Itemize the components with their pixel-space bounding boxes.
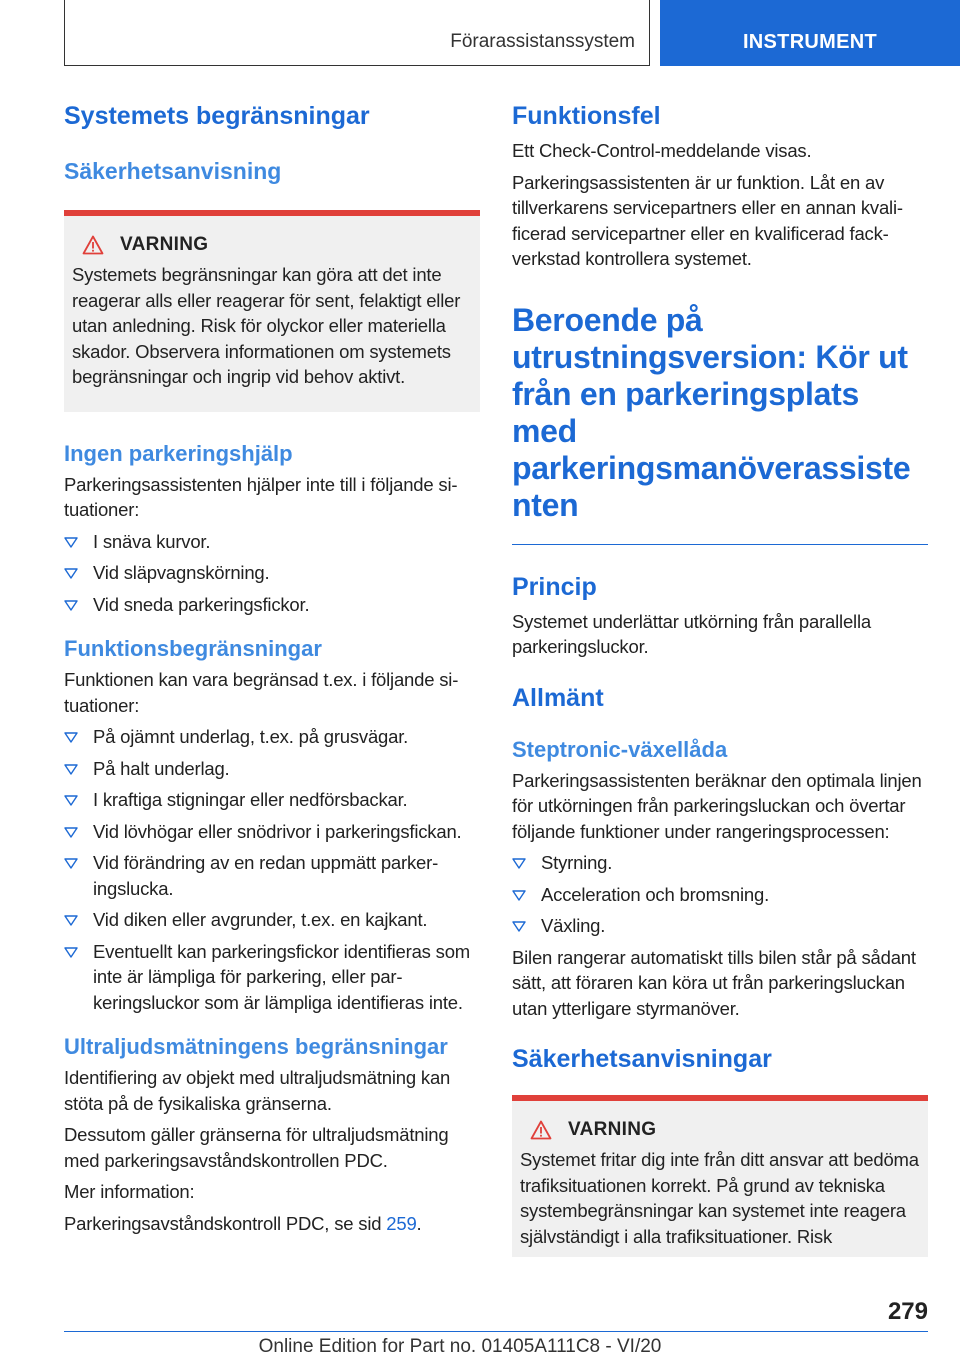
list-item: Acceleration och bromsning. bbox=[512, 882, 928, 908]
heading-general: Allmänt bbox=[512, 683, 604, 712]
steptronic-outro: Bilen rangerar automatiskt tills bilen står på sådant sätt, att föraren kan köra ut från parkeringsluckan utan ytterligare styrmanöver. bbox=[512, 946, 916, 1019]
bullet-triangle-icon bbox=[64, 568, 78, 579]
right-column bbox=[512, 100, 928, 1285]
header-chapter-title: INSTRUMENT bbox=[742, 31, 878, 53]
malfunction-text-2: Parkeringsassistenten är ur funktion. Låt en av tillverkarens servicepartners eller en annan kvalificerad servicepartner eller en kvalificerad fackverkstad kontrollera systemet. bbox=[512, 171, 904, 269]
list-item: Vid lövhögar eller snödrivor i parkeringsfickan. bbox=[64, 819, 480, 845]
heading-malfunction: Funktionsfel bbox=[512, 102, 661, 130]
list-item: På halt underlag. bbox=[64, 756, 480, 782]
bullet-triangle-icon bbox=[64, 858, 78, 869]
footer-divider bbox=[64, 1331, 928, 1332]
bullet-triangle-icon bbox=[64, 795, 78, 806]
bullet-triangle-icon bbox=[64, 827, 78, 838]
header-section-box bbox=[64, 0, 650, 66]
header-chapter-tab[interactable] bbox=[660, 0, 960, 66]
section-title-exit-parking: Beroende på utrustningsversion: Kör ut från en parkeringsplats med parkeringsmanöverassiste nten bbox=[512, 301, 911, 523]
steptronic-intro: Parkeringsassistenten beräknar den optimala linjen för utkörningen från parkeringsluckan och övertar följande funktioner under rangeringsprocessen: bbox=[512, 769, 922, 842]
list-item: Styrning. bbox=[512, 850, 928, 876]
heading-safety-note: Säkerhetsanvisning bbox=[64, 158, 282, 184]
list-item: Vid förändring av en redan uppmätt parkeringslucka. bbox=[64, 850, 480, 901]
warning-triangle-icon bbox=[82, 235, 104, 255]
list-item: Vid sneda parkeringsfickor. bbox=[64, 592, 480, 618]
warning-label: VARNING bbox=[120, 234, 209, 255]
list-item: I kraftiga stigningar eller nedförsbackar. bbox=[64, 787, 480, 813]
limits-intro: Funktionen kan vara begränsad t.ex. i följande situationer: bbox=[64, 669, 459, 716]
page-reference-link[interactable]: 259 bbox=[386, 1212, 417, 1234]
heading-steptronic: Steptronic-växellåda bbox=[512, 736, 728, 762]
principle-text: Systemet underlättar utkörning från parallella parkeringsluckor. bbox=[512, 610, 871, 657]
no-help-intro: Parkeringsassistenten hjälper inte till i följande situationer: bbox=[64, 473, 458, 520]
ultrasound-reference: Parkeringsavståndskontroll PDC, se sid 259. bbox=[64, 1212, 422, 1234]
warning-box bbox=[64, 210, 480, 412]
bullet-triangle-icon bbox=[512, 890, 526, 901]
list-item: På ojämnt underlag, t.ex. på grusvägar. bbox=[64, 724, 480, 750]
list-item: Växling. bbox=[512, 913, 928, 939]
list-item: Eventuellt kan parkeringsfickor identifieras som inte är lämpliga för parkering, eller parkeringsluckor som är lämpliga identifieras inte. bbox=[64, 939, 480, 1016]
bullet-triangle-icon bbox=[64, 915, 78, 926]
heading-safety-notes: Säkerhetsanvisningar bbox=[512, 1045, 772, 1073]
heading-no-parking-help: Ingen parkeringshjälp bbox=[64, 440, 293, 466]
warning-box bbox=[512, 1095, 928, 1257]
list-item: Vid släpvagnskörning. bbox=[64, 560, 480, 586]
no-help-list bbox=[64, 529, 480, 618]
bullet-triangle-icon bbox=[64, 537, 78, 548]
steptronic-list bbox=[512, 850, 928, 939]
list-item: I snäva kurvor. bbox=[64, 529, 480, 555]
warning-text: Systemets begränsningar kan göra att det inte reagerar alls eller reagerar för sent, felaktigt eller utan anledning. Risk för olyckor eller materiella skador. Observera informationen om systemets begränsningar och ingrip vid behov aktivt. bbox=[72, 264, 461, 387]
ultrasound-more-info: Mer information: bbox=[64, 1181, 195, 1202]
section-title-limits: Systemets begränsningar bbox=[64, 102, 370, 130]
limits-list bbox=[64, 724, 480, 1015]
warning-label: VARNING bbox=[568, 1119, 657, 1140]
footer-edition: Online Edition for Part no. 01405A111C8 - VI/20 bbox=[258, 1336, 662, 1357]
warning-triangle-icon bbox=[530, 1120, 552, 1140]
bullet-triangle-icon bbox=[64, 947, 78, 958]
left-column bbox=[64, 100, 480, 1242]
page-number: 279 bbox=[887, 1298, 928, 1325]
ultrasound-text-2: Dessutom gäller gränserna för ultraljudsmätning med parkeringsavståndskontrollen PDC. bbox=[64, 1124, 449, 1171]
bullet-triangle-icon bbox=[64, 732, 78, 743]
bullet-triangle-icon bbox=[64, 600, 78, 611]
bullet-triangle-icon bbox=[512, 921, 526, 932]
header-section-title: Förarassistanssystem bbox=[450, 31, 635, 52]
warning-text: Systemet fritar dig inte från ditt ansvar att bedöma trafiksituationen korrekt. På grund av tekniska systembegränsningar kan systemet inte reagera självständigt i alla trafiksituationer. Risk bbox=[520, 1149, 919, 1247]
bullet-triangle-icon bbox=[64, 764, 78, 775]
bullet-triangle-icon bbox=[512, 858, 526, 869]
heading-function-limits: Funktionsbegränsningar bbox=[64, 636, 322, 661]
heading-principle: Princip bbox=[512, 572, 597, 601]
malfunction-text-1: Ett Check-Control-meddelande visas. bbox=[512, 140, 812, 161]
section-divider bbox=[512, 544, 928, 545]
ultrasound-text-1: Identifiering av objekt med ultraljudsmätning kan stöta på de fysikaliska gränserna. bbox=[64, 1067, 451, 1114]
list-item: Vid diken eller avgrunder, t.ex. en kajkant. bbox=[64, 907, 480, 933]
heading-ultrasound-limits: Ultraljudsmätningens begränsningar bbox=[64, 1034, 448, 1059]
